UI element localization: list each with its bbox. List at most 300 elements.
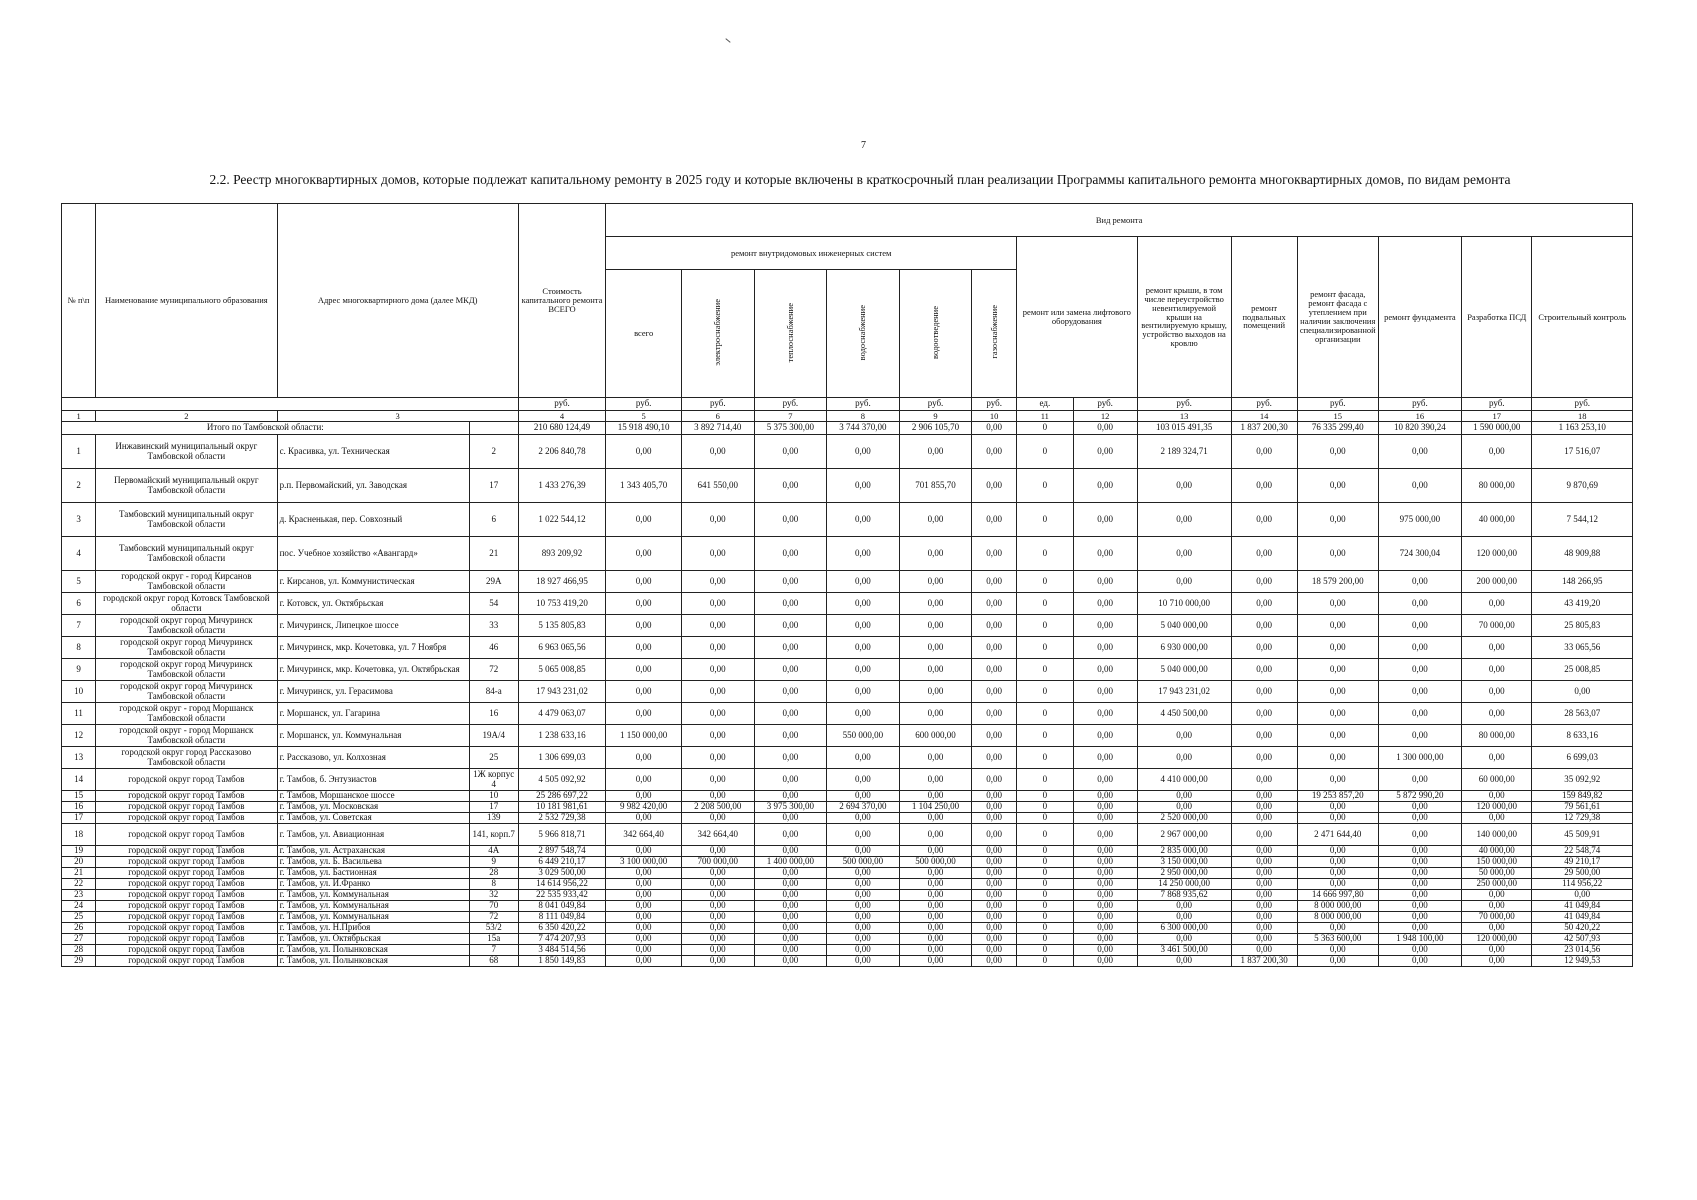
value-cell: 8 041 049,84 [518,901,606,912]
value-cell: 0,00 [827,813,900,824]
column-number: 8 [827,411,900,422]
value-cell: 700 000,00 [682,857,755,868]
value-cell: 0,00 [899,537,972,571]
value-cell: 0,00 [972,879,1017,890]
value-cell: 18 927 466,95 [518,571,606,593]
value-cell: 0,00 [682,923,755,934]
value-cell: 150 000,00 [1462,857,1532,868]
value-cell: 1 948 100,00 [1378,934,1461,945]
value-cell: 0 [1017,890,1074,901]
house-number-cell: 19А/4 [469,725,518,747]
value-cell: 0,00 [1378,857,1461,868]
value-cell: 0,00 [1231,615,1297,637]
value-cell: 0,00 [606,537,682,571]
header-heat [754,270,827,398]
value-cell: 0 [1017,945,1074,956]
value-cell: 0,00 [1073,945,1137,956]
value-cell: 0,00 [1462,956,1532,967]
value-cell: 2 471 644,40 [1297,824,1378,846]
value-cell: 0,00 [899,912,972,923]
column-number: 5 [606,411,682,422]
house-number-cell: 16 [469,703,518,725]
header-basement: ремонт подвальных помещений [1231,237,1297,398]
value-cell: 250 000,00 [1462,879,1532,890]
table-row [62,802,1633,813]
value-cell: 0,00 [1137,956,1231,967]
value-cell: 0,00 [606,593,682,615]
header-roof: ремонт крыши, в том числе переустройство невентилируемой крыши на вентилируемую крышу, устройство выходов на кровлю [1137,237,1231,398]
row-number: 23 [62,890,96,901]
value-cell: 0,00 [1462,901,1532,912]
value-cell: 0,00 [1073,747,1137,769]
house-number-cell: 33 [469,615,518,637]
value-cell: 60 000,00 [1462,769,1532,791]
header-engineering-total: всего [606,270,682,398]
value-cell: 0,00 [1297,769,1378,791]
row-number: 17 [62,813,96,824]
house-number-cell: 29А [469,571,518,593]
value-cell: 0,00 [606,659,682,681]
value-cell: 23 014,56 [1532,945,1633,956]
value-cell: 4 505 092,92 [518,769,606,791]
value-cell: 0 [1017,802,1074,813]
value-cell: 7 544,12 [1532,503,1633,537]
value-cell: 0 [1017,901,1074,912]
house-number-cell: 17 [469,802,518,813]
value-cell: 0,00 [606,868,682,879]
value-cell: 0,00 [972,791,1017,802]
unit-cell: руб. [899,398,972,411]
table-row [62,824,1633,846]
value-cell: 0,00 [899,934,972,945]
value-cell: 0,00 [682,725,755,747]
column-number: 17 [1462,411,1532,422]
value-cell: 0 [1017,703,1074,725]
value-cell: 0,00 [1073,923,1137,934]
value-cell: 0,00 [1462,791,1532,802]
value-cell: 0,00 [1137,791,1231,802]
value-cell: 0,00 [754,879,827,890]
house-number-cell: 84-а [469,681,518,703]
house-number-cell: 72 [469,659,518,681]
value-cell: 33 065,56 [1532,637,1633,659]
value-cell: 0,00 [754,901,827,912]
house-number-cell: 9 [469,857,518,868]
value-cell: 0,00 [754,934,827,945]
value-cell: 3 100 000,00 [606,857,682,868]
value-cell: 0,00 [827,890,900,901]
value-cell: 0,00 [1073,802,1137,813]
table-row [62,956,1633,967]
value-cell: 3 484 514,56 [518,945,606,956]
value-cell: 0,00 [1073,857,1137,868]
header-facade: ремонт фасада, ремонт фасада с утеплением при наличии заключения специализированной организации [1297,237,1378,398]
municipality-cell: Инжавинский муниципальный округ Тамбовской области [96,435,277,469]
table-row [62,813,1633,824]
address-cell: г. Тамбов, ул. Коммунальная [277,890,469,901]
value-cell: 0,00 [899,945,972,956]
value-cell: 1 850 149,83 [518,956,606,967]
value-cell: 0,00 [754,637,827,659]
value-cell: 0,00 [1378,923,1461,934]
municipality-cell: Первомайский муниципальный округ Тамбовской области [96,469,277,503]
total-value: 0,00 [1073,422,1137,435]
value-cell: 14 250 000,00 [1137,879,1231,890]
value-cell: 0,00 [1231,769,1297,791]
value-cell: 0 [1017,791,1074,802]
address-cell: г. Тамбов, ул. Н.Прибоя [277,923,469,934]
value-cell: 0,00 [1297,435,1378,469]
house-number-cell: 54 [469,593,518,615]
address-cell: г. Тамбов, ул. Октябрьская [277,934,469,945]
value-cell: 0 [1017,537,1074,571]
unit-cell: руб. [1378,398,1461,411]
value-cell: 2 532 729,38 [518,813,606,824]
value-cell: 0,00 [754,956,827,967]
value-cell: 0 [1017,956,1074,967]
value-cell: 1 300 000,00 [1378,747,1461,769]
value-cell: 0,00 [754,725,827,747]
value-cell: 0,00 [1378,435,1461,469]
house-number-cell: 15а [469,934,518,945]
value-cell: 3 461 500,00 [1137,945,1231,956]
value-cell: 0 [1017,868,1074,879]
value-cell: 6 300 000,00 [1137,923,1231,934]
value-cell: 0,00 [606,571,682,593]
value-cell: 342 664,40 [606,824,682,846]
table-row [62,868,1633,879]
value-cell: 0,00 [899,813,972,824]
value-cell: 0,00 [899,956,972,967]
value-cell: 0,00 [1297,879,1378,890]
value-cell: 0,00 [1231,637,1297,659]
value-cell: 0,00 [682,934,755,945]
value-cell: 0,00 [972,923,1017,934]
total-value: 1 590 000,00 [1462,422,1532,435]
value-cell: 0,00 [899,615,972,637]
row-number: 2 [62,469,96,503]
value-cell: 4 410 000,00 [1137,769,1231,791]
value-cell: 0,00 [1137,901,1231,912]
value-cell: 0,00 [682,681,755,703]
value-cell: 0,00 [972,901,1017,912]
municipality-cell: городской округ город Мичуринск Тамбовской области [96,659,277,681]
header-vid-remonta: Вид ремонта [606,204,1633,237]
value-cell: 0,00 [1231,846,1297,857]
value-cell: 29 500,00 [1532,868,1633,879]
row-number: 9 [62,659,96,681]
value-cell: 2 835 000,00 [1137,846,1231,857]
value-cell: 0,00 [1378,637,1461,659]
scan-mark [725,38,730,43]
house-number-cell: 141, корп.7 [469,824,518,846]
value-cell: 28 563,07 [1532,703,1633,725]
table-row [62,435,1633,469]
value-cell: 0,00 [606,923,682,934]
value-cell: 0,00 [1231,725,1297,747]
municipality-cell: Тамбовский муниципальный округ Тамбовской области [96,503,277,537]
unit-cell: руб. [1137,398,1231,411]
value-cell: 0,00 [1297,681,1378,703]
value-cell: 0,00 [1378,593,1461,615]
address-cell: г. Тамбов, ул. Б. Васильева [277,857,469,868]
value-cell: 0,00 [972,593,1017,615]
address-cell: г. Котовск, ул. Октябрьская [277,593,469,615]
value-cell: 49 210,17 [1532,857,1633,868]
value-cell: 0,00 [606,890,682,901]
row-number: 25 [62,912,96,923]
value-cell: 80 000,00 [1462,469,1532,503]
value-cell: 0,00 [754,868,827,879]
value-cell: 0,00 [1231,681,1297,703]
unit-cell: ед. [1017,398,1074,411]
value-cell: 0,00 [827,912,900,923]
value-cell: 0,00 [1462,890,1532,901]
total-row [62,422,1633,435]
column-number: 16 [1378,411,1461,422]
value-cell: 0,00 [1462,945,1532,956]
municipality-cell: Тамбовский муниципальный округ Тамбовской области [96,537,277,571]
value-cell: 0 [1017,637,1074,659]
address-cell: г. Рассказово, ул. Колхозная [277,747,469,769]
value-cell: 0,00 [1297,945,1378,956]
house-number-cell: 25 [469,747,518,769]
table-row [62,923,1633,934]
value-cell: 0,00 [827,945,900,956]
value-cell: 0,00 [827,659,900,681]
row-number: 24 [62,901,96,912]
value-cell: 0,00 [899,593,972,615]
value-cell: 0,00 [899,571,972,593]
value-cell: 0,00 [972,503,1017,537]
value-cell: 10 753 419,20 [518,593,606,615]
value-cell: 0,00 [1297,868,1378,879]
value-cell: 0,00 [972,912,1017,923]
value-cell: 0,00 [606,813,682,824]
value-cell: 0,00 [827,615,900,637]
value-cell: 0,00 [1137,802,1231,813]
value-cell: 0,00 [1378,769,1461,791]
value-cell: 0,00 [1378,912,1461,923]
value-cell: 0,00 [827,879,900,890]
value-cell: 0,00 [899,868,972,879]
value-cell: 0 [1017,435,1074,469]
municipality-cell: городской округ город Тамбов [96,901,277,912]
municipality-cell: городской округ город Тамбов [96,956,277,967]
municipality-cell: городской округ город Мичуринск Тамбовской области [96,637,277,659]
value-cell: 5 040 000,00 [1137,615,1231,637]
value-cell: 0,00 [827,923,900,934]
value-cell: 0,00 [754,791,827,802]
header-electro [682,270,755,398]
value-cell: 0 [1017,879,1074,890]
value-cell: 0,00 [1073,934,1137,945]
value-cell: 0,00 [754,435,827,469]
unit-cell: руб. [518,398,606,411]
value-cell: 0,00 [899,879,972,890]
value-cell: 0,00 [682,503,755,537]
municipality-cell: городской округ город Мичуринск Тамбовской области [96,615,277,637]
value-cell: 1 150 000,00 [606,725,682,747]
municipality-cell: городской округ город Рассказово Тамбовской области [96,747,277,769]
house-number-cell: 70 [469,901,518,912]
header-water [827,270,900,398]
house-number-cell: 2 [469,435,518,469]
value-cell: 0,00 [899,890,972,901]
value-cell: 5 040 000,00 [1137,659,1231,681]
value-cell: 0 [1017,923,1074,934]
value-cell: 0,00 [1378,890,1461,901]
value-cell: 0,00 [682,791,755,802]
value-cell: 2 208 500,00 [682,802,755,813]
total-value: 0,00 [972,422,1017,435]
value-cell: 35 092,92 [1532,769,1633,791]
value-cell: 0,00 [754,593,827,615]
value-cell: 0,00 [754,659,827,681]
table-row [62,901,1633,912]
value-cell: 0,00 [682,890,755,901]
value-cell: 0,00 [827,703,900,725]
table-row [62,934,1633,945]
value-cell: 0,00 [972,890,1017,901]
value-cell: 14 666 997,80 [1297,890,1378,901]
row-number: 13 [62,747,96,769]
value-cell: 0,00 [972,769,1017,791]
value-cell: 0,00 [1073,469,1137,503]
value-cell: 0,00 [1297,469,1378,503]
value-cell: 0 [1017,934,1074,945]
value-cell: 43 419,20 [1532,593,1633,615]
value-cell: 0,00 [827,901,900,912]
value-cell: 0,00 [1462,637,1532,659]
value-cell: 0,00 [682,769,755,791]
row-number: 7 [62,615,96,637]
value-cell: 0,00 [754,469,827,503]
value-cell: 0,00 [827,846,900,857]
value-cell: 0,00 [682,537,755,571]
value-cell: 120 000,00 [1462,537,1532,571]
unit-cell: руб. [1073,398,1137,411]
value-cell: 0,00 [972,571,1017,593]
value-cell: 0,00 [1462,659,1532,681]
value-cell: 0,00 [1378,879,1461,890]
value-cell: 0,00 [606,901,682,912]
value-cell: 0,00 [682,813,755,824]
value-cell: 0,00 [606,912,682,923]
unit-cell: руб. [827,398,900,411]
table-row [62,747,1633,769]
municipality-cell: городской округ город Тамбов [96,934,277,945]
house-number-cell: 17 [469,469,518,503]
municipality-cell: городской округ город Тамбов [96,846,277,857]
value-cell: 0,00 [1462,923,1532,934]
value-cell: 0,00 [899,791,972,802]
column-number: 6 [682,411,755,422]
value-cell: 0,00 [754,824,827,846]
value-cell: 0,00 [899,703,972,725]
municipality-cell: городской округ город Тамбов [96,945,277,956]
value-cell: 7 868 935,62 [1137,890,1231,901]
total-blank [469,422,518,435]
value-cell: 0,00 [972,435,1017,469]
value-cell: 0 [1017,846,1074,857]
row-number: 14 [62,769,96,791]
value-cell: 0,00 [754,703,827,725]
value-cell: 114 956,22 [1532,879,1633,890]
header-municipality: Наименование муниципального образования [96,204,277,398]
value-cell: 0,00 [972,681,1017,703]
house-number-cell: 46 [469,637,518,659]
value-cell: 0,00 [899,637,972,659]
table-row [62,537,1633,571]
address-cell: г. Мичуринск, ул. Герасимова [277,681,469,703]
address-cell: г. Тамбов, ул. Полынковская [277,945,469,956]
table-row [62,879,1633,890]
value-cell: 1 022 544,12 [518,503,606,537]
value-cell: 0,00 [1462,593,1532,615]
value-cell: 0 [1017,769,1074,791]
value-cell: 0,00 [1073,537,1137,571]
value-cell: 0,00 [1532,681,1633,703]
value-cell: 0 [1017,469,1074,503]
value-cell: 0,00 [972,703,1017,725]
municipality-cell: городской округ город Тамбов [96,868,277,879]
value-cell: 0,00 [606,615,682,637]
value-cell: 70 000,00 [1462,615,1532,637]
value-cell: 0,00 [827,469,900,503]
value-cell: 0,00 [972,868,1017,879]
value-cell: 0,00 [1073,890,1137,901]
unit-cell: руб. [1532,398,1633,411]
value-cell: 0,00 [754,681,827,703]
address-cell: г. Тамбов, ул. И.Франко [277,879,469,890]
address-cell: г. Тамбов, ул. Бастионная [277,868,469,879]
value-cell: 0,00 [1378,945,1461,956]
header-water-label: водоснабжение [857,304,868,360]
municipality-cell: городской округ город Тамбов [96,813,277,824]
value-cell: 5 363 600,00 [1297,934,1378,945]
value-cell: 0,00 [1297,637,1378,659]
column-number: 18 [1532,411,1633,422]
table-row [62,469,1633,503]
value-cell: 0,00 [1073,571,1137,593]
value-cell: 25 008,85 [1532,659,1633,681]
value-cell: 500 000,00 [827,857,900,868]
municipality-cell: городской округ - город Моршанск Тамбовской области [96,725,277,747]
value-cell: 0,00 [899,435,972,469]
address-cell: р.п. Первомайский, ул. Заводская [277,469,469,503]
value-cell: 9 982 420,00 [606,802,682,813]
table-row [62,857,1633,868]
row-number: 26 [62,923,96,934]
value-cell: 2 897 548,74 [518,846,606,857]
value-cell: 0,00 [1231,824,1297,846]
value-cell: 0,00 [1073,824,1137,846]
row-number: 28 [62,945,96,956]
table-row [62,846,1633,857]
value-cell: 0,00 [972,857,1017,868]
municipality-cell: городской округ город Тамбов [96,824,277,846]
value-cell: 50 000,00 [1462,868,1532,879]
value-cell: 1 306 699,03 [518,747,606,769]
address-cell: г. Тамбов, ул. Авиационная [277,824,469,846]
value-cell: 0,00 [754,890,827,901]
municipality-cell: городской округ город Котовск Тамбовской области [96,593,277,615]
value-cell: 0,00 [1378,659,1461,681]
value-cell: 0,00 [1462,435,1532,469]
header-electro-label: электроснабжение [712,298,723,366]
value-cell: 2 206 840,78 [518,435,606,469]
